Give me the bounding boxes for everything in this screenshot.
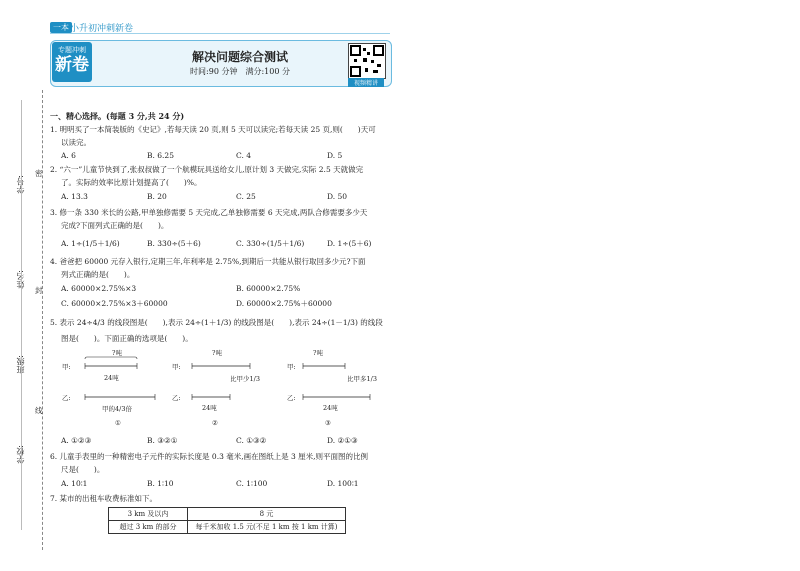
q4-stem-2: 列式正确的是( )。 [61, 270, 135, 279]
segment-diagram-3 [285, 345, 385, 430]
q6-stem-1: 6. 儿童手表里的一种精密电子元件的实际长度是 0.3 毫米,画在图纸上是 3 厘米,则平面图的比例 [50, 452, 369, 461]
badge-big-label: 新卷 [55, 55, 89, 75]
q3-option-a[interactable]: A. 1÷(1/5＋1/6) [61, 239, 120, 248]
q6-option-d[interactable]: D. 100∶1 [327, 479, 359, 488]
q1-option-d[interactable]: D. 5 [327, 151, 343, 160]
q5-option-d[interactable]: D. ②①③ [327, 436, 358, 445]
segment-diagram-2 [170, 345, 270, 430]
q5-option-c[interactable]: C. ①③② [236, 436, 267, 445]
name-label: 姓名: [16, 270, 25, 289]
q5-stem-1: 5. 表示 24÷4/3 的线段图是( ),表示 24÷(1＋1/3) 的线段图是( ),表示 24÷(1－1/3) 的线段 [50, 318, 383, 327]
q6-option-c[interactable]: C. 1∶100 [236, 479, 268, 488]
top-rule [50, 33, 390, 34]
fare-cell: 每千米加收 1.5 元(不足 1 km 按 1 km 计算) [188, 521, 346, 534]
class-label: 班级: [16, 355, 25, 374]
q4-option-a[interactable]: A. 60000×2.75%×3 [61, 284, 137, 293]
blank-line [21, 100, 22, 530]
d1-top-label: ?吨 [112, 349, 122, 357]
q1-stem-2: 以读完。 [61, 138, 91, 147]
q2-option-a[interactable]: A. 13.3 [61, 192, 88, 201]
q2-option-d[interactable]: D. 50 [327, 192, 348, 201]
d3-number: ③ [325, 419, 331, 427]
fare-table [108, 507, 346, 534]
q7-stem: 7. 某市的出租车收费标准如下。 [50, 494, 158, 503]
q5-option-b[interactable]: B. ③②① [147, 436, 178, 445]
q2-stem-1: 2. “六一”儿童节快到了,张叔叔做了一个航模玩具送给女儿,原计划 3 天做完,实际 2.5 天就做完 [50, 165, 364, 174]
q2-option-c[interactable]: C. 25 [236, 192, 256, 201]
q4-option-c[interactable]: C. 60000×2.75%×3＋60000 [61, 299, 168, 308]
seal-mark-feng: 封 [35, 286, 43, 295]
d1-mid-label: 24吨 [104, 374, 119, 382]
student-id-label: 学号: [16, 175, 25, 194]
q6-option-a[interactable]: A. 10∶1 [61, 479, 88, 488]
fare-cell: 3 km 及以内 [109, 508, 188, 521]
q1-option-a[interactable]: A. 6 [61, 151, 76, 160]
q5-stem-2: 图是( )。下面正确的选项是( )。 [61, 334, 193, 343]
cut-line [42, 90, 43, 550]
seal-mark-xian: 线 [35, 406, 43, 415]
d1-bottom-label: 甲的4/3倍 [102, 405, 132, 413]
q1-option-b[interactable]: B. 6.25 [147, 151, 174, 160]
q4-stem-1: 4. 爸爸把 60000 元存入银行,定期三年,年利率是 2.75%,到期后一共能从银行取回多少元?下面 [50, 257, 366, 266]
q6-option-b[interactable]: B. 1∶10 [147, 479, 174, 488]
d3-top-label: ?吨 [313, 349, 323, 357]
page-title: 解决问题综合测试 [191, 50, 288, 64]
q2-option-b[interactable]: B. 20 [147, 192, 167, 201]
qr-label: 视频精讲 [348, 78, 384, 87]
d1-row-a: 甲: [62, 363, 71, 371]
fare-cell: 8 元 [188, 508, 346, 521]
q3-stem-1: 3. 修一条 330 米长的公路,甲单独修需要 5 天完成,乙单独修需要 6 天完成,两队合修需要多少天 [50, 208, 368, 217]
d3-row-b: 乙: [287, 394, 296, 402]
topic-badge [52, 42, 92, 82]
table-row [109, 521, 346, 534]
school-label: 学校: [16, 445, 25, 464]
fare-cell: 超过 3 km 的部分 [109, 521, 188, 534]
q1-stem-1: 1. 明明买了一本简装版的《史记》,若每天读 20 页,则 5 天可以读完;若每天读 25 页,则( )天可 [50, 125, 376, 134]
q3-option-b[interactable]: B. 330÷(5＋6) [147, 239, 201, 248]
d2-row-a: 甲: [172, 363, 181, 371]
d1-row-b: 乙: [62, 394, 71, 402]
qr-code-icon[interactable] [348, 43, 386, 79]
q4-option-d[interactable]: D. 60000×2.75%＋60000 [236, 299, 332, 308]
badge-small-label: 专题冲刺 [58, 46, 86, 54]
seal-mark-mi: 密 [35, 169, 43, 178]
d2-note: 比甲少1/3 [230, 375, 260, 383]
d3-row-a: 甲: [287, 363, 296, 371]
d2-top-label: ?吨 [212, 349, 222, 357]
d3-bottom-label: 24吨 [323, 404, 338, 412]
page-subtitle: 时间:90 分钟 满分:100 分 [190, 67, 290, 76]
q6-stem-2: 尺是( )。 [61, 465, 105, 474]
q5-option-a[interactable]: A. ①②③ [61, 436, 92, 445]
d1-number: ① [115, 419, 121, 427]
q3-option-d[interactable]: D. 1÷(5＋6) [327, 239, 372, 248]
q1-option-c[interactable]: C. 4 [236, 151, 252, 160]
d2-number: ② [212, 419, 218, 427]
section-heading: 一、精心选择。(每题 3 分,共 24 分) [50, 111, 185, 121]
brand-name: 小升初冲刺新卷 [70, 24, 134, 34]
segment-diagram-1 [60, 345, 160, 430]
d3-note: 比甲多1/3 [347, 375, 377, 383]
q2-stem-2: 了。实际的效率比原计划提高了( )%。 [61, 178, 202, 187]
q3-stem-2: 完成?下面列式正确的是( )。 [61, 221, 169, 230]
d2-bottom-label: 24吨 [202, 404, 217, 412]
q3-option-c[interactable]: C. 330÷(1/5＋1/6) [236, 239, 305, 248]
table-row [109, 508, 346, 521]
d2-row-b: 乙: [172, 394, 181, 402]
q4-option-b[interactable]: B. 60000×2.75% [236, 284, 301, 293]
series-tag: 一本 [50, 22, 72, 33]
